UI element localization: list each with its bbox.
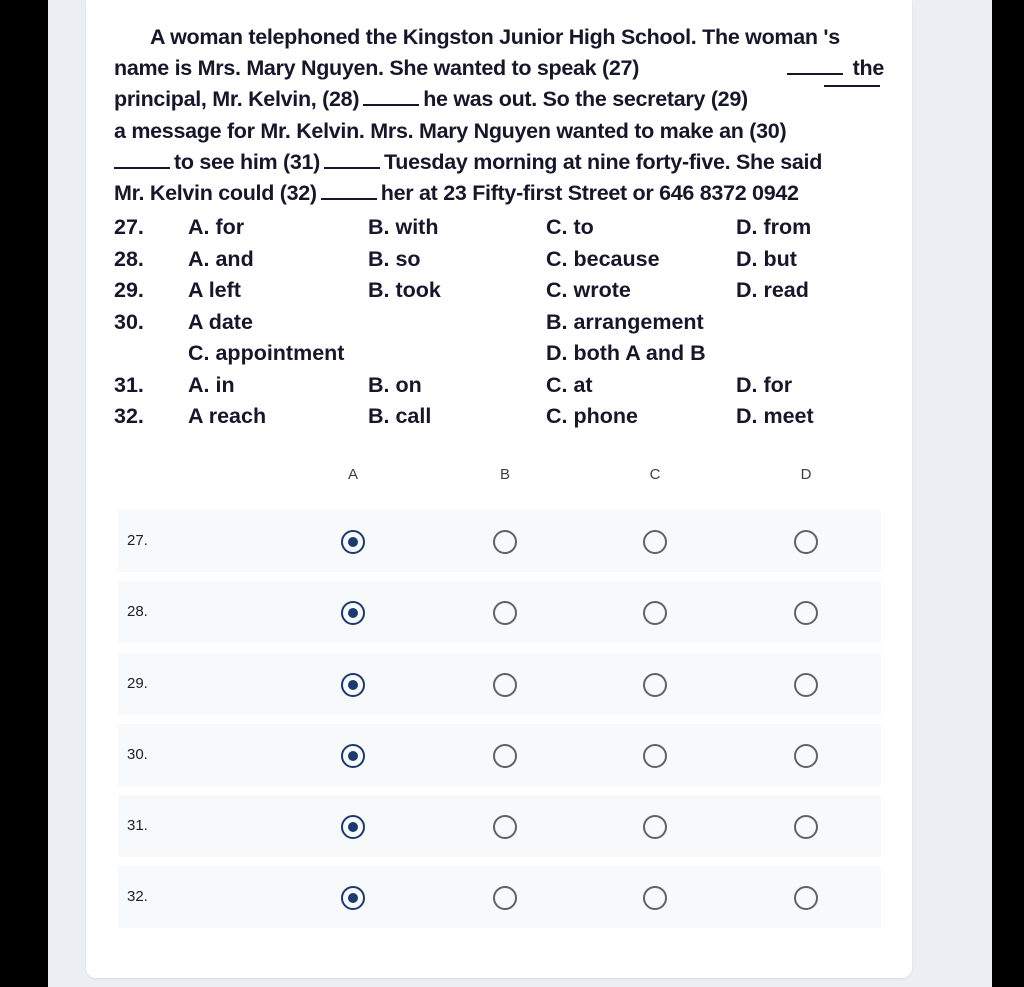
row-label: 30. — [127, 746, 148, 763]
option-b: B. took — [368, 278, 441, 302]
radio-d[interactable] — [794, 744, 818, 768]
radio-d[interactable] — [794, 601, 818, 625]
radio-c[interactable] — [643, 744, 667, 768]
option-b: B. with — [368, 215, 439, 239]
row-label: 29. — [127, 675, 148, 692]
row-label: 32. — [127, 888, 148, 905]
radio-b[interactable] — [493, 744, 517, 768]
option-row — [114, 275, 884, 307]
option-b: B. call — [368, 404, 432, 428]
radio-b[interactable] — [493, 886, 517, 910]
row-label: 27. — [127, 532, 148, 549]
option-number: 27. — [114, 215, 144, 239]
grid-row — [118, 510, 881, 572]
passage-line-6-start: Mr. Kelvin could (32) — [114, 181, 317, 206]
row-label: 28. — [127, 603, 148, 620]
option-d: D. read — [736, 278, 809, 302]
option-c: B. arrangement — [546, 309, 704, 334]
radio-a[interactable] — [341, 815, 365, 839]
option-row — [114, 244, 884, 276]
option-c: C. at — [546, 372, 593, 397]
passage-text — [114, 22, 884, 209]
option-a: A. and — [188, 246, 254, 271]
option-number: 31. — [114, 372, 144, 397]
grid-row — [118, 581, 881, 643]
passage-line-3-start: principal, Mr. Kelvin, (28) — [114, 87, 360, 112]
grid-row — [118, 653, 881, 715]
option-row — [114, 212, 884, 244]
radio-d[interactable] — [794, 530, 818, 554]
option-c: C. because — [546, 246, 660, 271]
passage-line-5-start: to see him (31) — [174, 149, 321, 174]
blank-27 — [787, 72, 843, 75]
option-d: D. meet — [736, 404, 814, 428]
option-d: D. but — [736, 246, 797, 271]
options-table — [114, 212, 884, 433]
option-a: C. appointment — [188, 341, 345, 365]
passage-line-2-start: name is Mrs. Mary Nguyen. She wanted to speak (27) — [114, 56, 640, 81]
passage-line-5-end: Tuesday morning at nine forty-five. She said — [384, 149, 823, 174]
radio-b[interactable] — [493, 530, 517, 554]
radio-c[interactable] — [643, 886, 667, 910]
grid-column-headers — [0, 464, 1024, 488]
option-c: C. phone — [546, 404, 638, 428]
radio-d[interactable] — [794, 886, 818, 910]
grid-row — [118, 795, 881, 857]
option-b: B. on — [368, 372, 422, 397]
passage-line-3 — [114, 84, 884, 115]
option-c: C. wrote — [546, 278, 631, 302]
column-header-b: B — [499, 466, 511, 483]
radio-a[interactable] — [341, 601, 365, 625]
option-number: 29. — [114, 278, 144, 302]
radio-a[interactable] — [341, 530, 365, 554]
radio-c[interactable] — [643, 815, 667, 839]
option-row — [114, 338, 884, 370]
passage-line-3-group — [114, 84, 748, 115]
radio-d[interactable] — [794, 815, 818, 839]
radio-a[interactable] — [341, 886, 365, 910]
option-number: 28. — [114, 246, 144, 271]
row-label: 31. — [127, 817, 148, 834]
option-b: B. so — [368, 246, 421, 271]
option-row — [114, 370, 884, 402]
column-header-c: C — [649, 466, 661, 483]
radio-b[interactable] — [493, 601, 517, 625]
blank-27-wrap — [783, 53, 884, 84]
passage-line-6 — [114, 178, 884, 209]
radio-b[interactable] — [493, 815, 517, 839]
option-d: D. from — [736, 215, 812, 239]
option-a: A date — [188, 309, 253, 334]
radio-a[interactable] — [341, 673, 365, 697]
passage-line-1: A woman telephoned the Kingston Junior High School. The woman 's — [150, 25, 840, 49]
passage-line-5 — [114, 147, 884, 178]
option-a: A. for — [188, 215, 245, 239]
option-d: D. for — [736, 372, 793, 397]
blank-32 — [321, 197, 377, 200]
option-a: A left — [188, 278, 241, 302]
option-c: D. both A and B — [546, 341, 706, 365]
blank-31 — [324, 166, 380, 169]
passage-line-2 — [114, 53, 884, 84]
option-c: C. to — [546, 215, 594, 239]
column-header-d: D — [800, 466, 812, 483]
grid-row — [118, 724, 881, 786]
radio-c[interactable] — [643, 601, 667, 625]
radio-c[interactable] — [643, 530, 667, 554]
option-row — [114, 307, 884, 339]
radio-b[interactable] — [493, 673, 517, 697]
option-number: 30. — [114, 309, 144, 334]
option-a: A reach — [188, 404, 267, 428]
option-number: 32. — [114, 404, 144, 428]
radio-a[interactable] — [341, 744, 365, 768]
passage-line-2-end: the — [852, 56, 884, 81]
option-a: A. in — [188, 372, 235, 397]
column-header-a: A — [347, 466, 359, 483]
radio-c[interactable] — [643, 673, 667, 697]
option-row — [114, 401, 884, 433]
passage-line-3-mid: he was out. So the secretary (29) — [423, 87, 748, 112]
blank-29 — [824, 84, 880, 87]
grid-row — [118, 866, 881, 928]
passage-line-4: a message for Mr. Kelvin. Mrs. Mary Nguyen wanted to make an (30) — [114, 118, 787, 143]
passage-line-6-end: her at 23 Fifty-first Street or 646 8372 0942 — [380, 181, 799, 206]
question-image — [114, 22, 884, 434]
blank-30 — [114, 166, 170, 169]
blank-28 — [363, 103, 419, 106]
radio-d[interactable] — [794, 673, 818, 697]
